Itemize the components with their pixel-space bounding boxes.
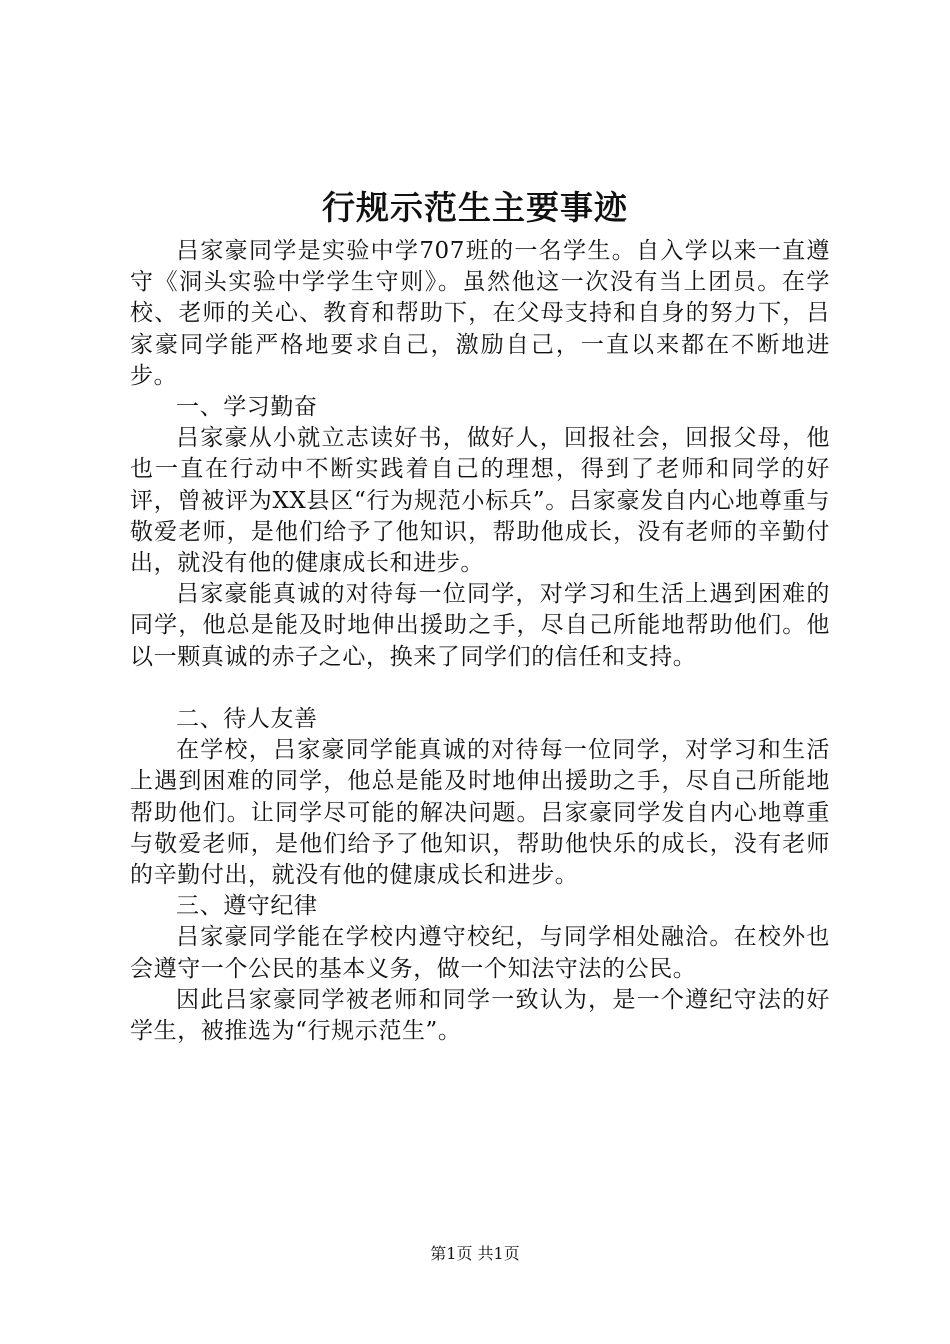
paragraph-helping: 吕家豪能真诚的对待每一位同学，对学习和生活上遇到困难的同学，他总是能及时地伸出援助之手，尽自己所能地帮助他们。他以一颗真诚的赤子之心，换来了同学们的信任和支持。 [130, 581, 830, 670]
section-heading-study: 一、学习勤奋 [176, 394, 318, 421]
document-body [130, 236, 830, 1047]
blank-line [130, 673, 830, 704]
page-number: 第1页 共1页 [430, 1244, 520, 1263]
section-heading-discipline: 三、遵守纪律 [176, 893, 318, 920]
paragraph-study: 吕家豪从小就立志读好书，做好人，回报社会，回报父母，他也一直在行动中不断实践着自己的理想，得到了老师和同学的好评，曾被评为XX县区“行为规范小标兵”。吕家豪发自内心地尊重与敬爱老师，是他们给予了他知识，帮助他成长，没有老师的辛勤付出，就没有他的健康成长和进步。 [130, 425, 830, 577]
paragraph-discipline: 吕家豪同学能在学校内遵守校纪，与同学相处融洽。在校外也会遵守一个公民的基本义务，做一个知法守法的公民。 [130, 924, 830, 982]
section-heading-kindness: 二、待人友善 [176, 706, 318, 733]
paragraph-intro: 吕家豪同学是实验中学707班的一名学生。自入学以来一直遵守《洞头实验中学学生守则》。虽然他这一次没有当上团员。在学校、老师的关心、教育和帮助下，在父母支持和自身的努力下，吕家豪同学能严格地要求自己，激励自己，一直以来都在不断地进步。 [130, 238, 830, 389]
paragraph-kindness: 在学校，吕家豪同学能真诚的对待每一位同学，对学习和生活上遇到困难的同学，他总是能及时地伸出援助之手，尽自己所能地帮助他们。让同学尽可能的解决问题。吕家豪同学发自内心地尊重与敬爱老师，是他们给予了他知识，帮助他快乐的成长，没有老师的辛勤付出，就没有他的健康成长和进步。 [130, 737, 830, 889]
document-title: 行规示范生主要事迹 [322, 188, 628, 227]
paragraph-conclusion: 因此吕家豪同学被老师和同学一致认为，是一个遵纪守法的好学生，被推选为“行规示范生”。 [130, 986, 830, 1045]
